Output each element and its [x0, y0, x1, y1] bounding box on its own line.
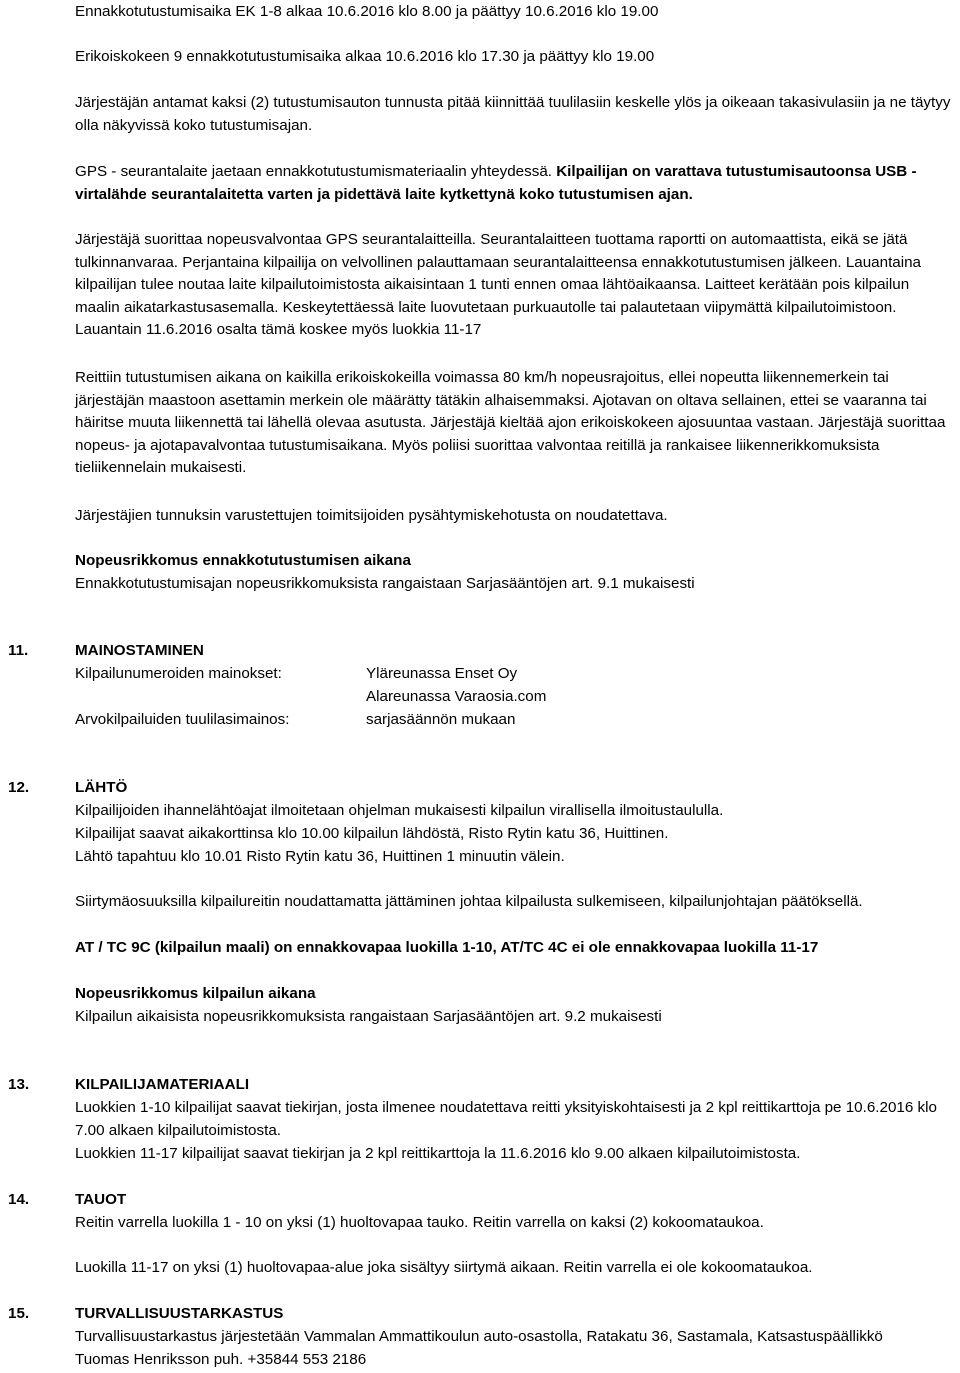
advertising-value: sarjasäännön mukaan — [366, 711, 516, 728]
start-line: Lähtö tapahtuu klo 10.01 Risto Rytin katu 36, Huittinen 1 minuutin välein. — [75, 848, 565, 865]
section-number: 13. — [8, 1076, 30, 1093]
breaks-line: Reitin varrella luokilla 1 - 10 on yksi (1) huoltovapaa tauko. Reitin varrella on kaksi (2) kokoomataukoa. — [75, 1214, 764, 1231]
section-title: LÄHTÖ — [75, 779, 128, 796]
materials-line: Luokkien 1-10 kilpailijat saavat tiekirjan, josta ilmenee noudatettava reitti yksityiskohtaisesti ja 2 kpl reittikarttoja pe 10.6.2016 klo 7.00 alkaen kilpailutoimistosta. — [75, 1099, 937, 1139]
section-number: 15. — [8, 1305, 30, 1322]
section-title: KILPAILIJAMATERIAALI — [75, 1076, 250, 1093]
section-number: 11. — [8, 642, 29, 659]
advertising-label: Arvokilpailuiden tuulilasimainos: — [75, 711, 290, 728]
advertising-label: Kilpailunumeroiden mainokset: — [75, 665, 282, 682]
speed-monitoring-paragraph: Järjestäjä suorittaa nopeusvalvontaa GPS seurantalaitteilla. Seurantalaitteen tuottama raportti on automaattista, eikä se jätä tulkinnanvaraa. Perjantaina kilpailija on velvollinen palauttamaan seurantalaitteensa ennakkotutustumisen jälkeen. Lauantaina kilpailijan tulee noutaa laite kilpailutoimistosta aikaisintaan 1 tunti ennen omaa lähtöaikaansa. Laitteet kerätään pois kilpailun maalin aikatarkastusasemalla. Keskeytettäessä laite luovutetaan purkuautolle tai palautetaan viipymättä kilpailutoimistoon. Lauantain 11.6.2016 osalta tämä koskee myös luokkia 11-17 — [75, 231, 921, 338]
at-tc-rule: AT / TC 9C (kilpailun maali) on ennakkovapaa luokilla 1-10, AT/TC 4C ei ole ennakkovapaa luokilla 11-17 — [75, 939, 819, 956]
advertising-value: Alareunassa Varaosia.com — [366, 688, 547, 705]
rally-penalty-text: Kilpailun aikaisista nopeusrikkomuksista rangaistaan Sarjasääntöjen art. 9.2 mukaisesti — [75, 1008, 662, 1025]
start-line: Kilpailijat saavat aikakorttinsa klo 10.00 kilpailun lähdöstä, Risto Rytin katu 36, Huittinen. — [75, 825, 669, 842]
officials-stop-paragraph: Järjestäjien tunnuksin varustettujen toimitsijoiden pysähtymiskehotusta on noudatettava. — [75, 507, 668, 524]
transition-rule: Siirtymäosuuksilla kilpailureitin noudattamatta jättäminen johtaa kilpailusta sulkemiseen, kilpailunjohtajan päätöksellä. — [75, 893, 863, 910]
breaks-line: Luokilla 11-17 on yksi (1) huoltovapaa-alue joka sisältyy siirtymä aikaan. Reitin varrella ei ole kokoomataukoa. — [75, 1259, 813, 1276]
speed-limit-paragraph: Reittiin tutustumisen aikana on kaikilla erikoiskokeilla voimassa 80 km/h nopeusrajoitus, ellei nopeutta liikennemerkein tai järjestäjän maastoon asettamin merkein ole määrätty tätäkin alhaisemmaksi. Ajotavan on oltava sellainen, ettei se vaaranna tai häiritse muuta liikennettä tai lähellä olevaa asutusta. Järjestäjä kieltää ajon erikoiskokeen ajosuuntaa vastaan. Järjestäjä suorittaa nopeus- ja ajotapavalvontaa tutustumisaikana. Myös poliisi suorittaa valvontaa reitillä ja rankaisee liikennerikkomuksista tieliikennelain mukaisesti. — [75, 369, 946, 476]
advertising-value: Yläreunassa Enset Oy — [366, 665, 518, 682]
materials-line: Luokkien 11-17 kilpailijat saavat tiekirjan ja 2 kpl reittikarttoja la 11.6.2016 klo 9.00 alkaen kilpailutoimistosta. — [75, 1145, 801, 1162]
section-title: TURVALLISUUSTARKASTUS — [75, 1305, 284, 1322]
section-title: TAUOT — [75, 1191, 127, 1208]
section-title: MAINOSTAMINEN — [75, 642, 204, 659]
gps-paragraph — [75, 161, 955, 206]
rally-penalty-heading: Nopeusrikkomus kilpailun aikana — [75, 985, 316, 1002]
gps-plain-text: GPS - seurantalaite jaetaan ennakkotutustumismateriaalin yhteydessä. — [75, 163, 557, 180]
section-number: 12. — [8, 779, 30, 796]
start-line: Kilpailijoiden ihannelähtöajat ilmoitetaan ohjelman mukaisesti kilpailun virallisella ilmoitustaululla. — [75, 802, 724, 819]
safety-inspection-line: Tuomas Henriksson puh. +35844 553 2186 — [75, 1351, 367, 1368]
pre-inspection-time-ek1-8: Ennakkotutustumisaika EK 1-8 alkaa 10.6.2016 klo 8.00 ja päättyy 10.6.2016 klo 19.00 — [75, 3, 659, 20]
recce-penalty-text: Ennakkotutustumisajan nopeusrikkomuksista rangaistaan Sarjasääntöjen art. 9.1 mukaisesti — [75, 575, 695, 592]
safety-inspection-line: Turvallisuustarkastus järjestetään Vammalan Ammattikoulun auto-osastolla, Ratakatu 36, Sastamala, Katsastuspäällikkö — [75, 1328, 883, 1345]
section-number: 14. — [8, 1191, 30, 1208]
recce-car-sticker-paragraph: Järjestäjän antamat kaksi (2) tutustumisauton tunnusta pitää kiinnittää tuulilasiin keskelle ylös ja oikeaan takasivulasiin ja ne täytyy olla näkyvissä koko tutustumisajan. — [75, 94, 951, 134]
gps-bold-text: Kilpailijan on varattava tutustumisautoonsa USB - virtalähde seurantalaitetta varten ja pidettävä laite kytkettynä koko tutustumisen ajan. — [75, 163, 917, 203]
pre-inspection-time-ek9: Erikoiskokeen 9 ennakkotutustumisaika alkaa 10.6.2016 klo 17.30 ja päättyy klo 19.00 — [75, 48, 655, 65]
recce-penalty-heading: Nopeusrikkomus ennakkotutustumisen aikana — [75, 552, 411, 569]
